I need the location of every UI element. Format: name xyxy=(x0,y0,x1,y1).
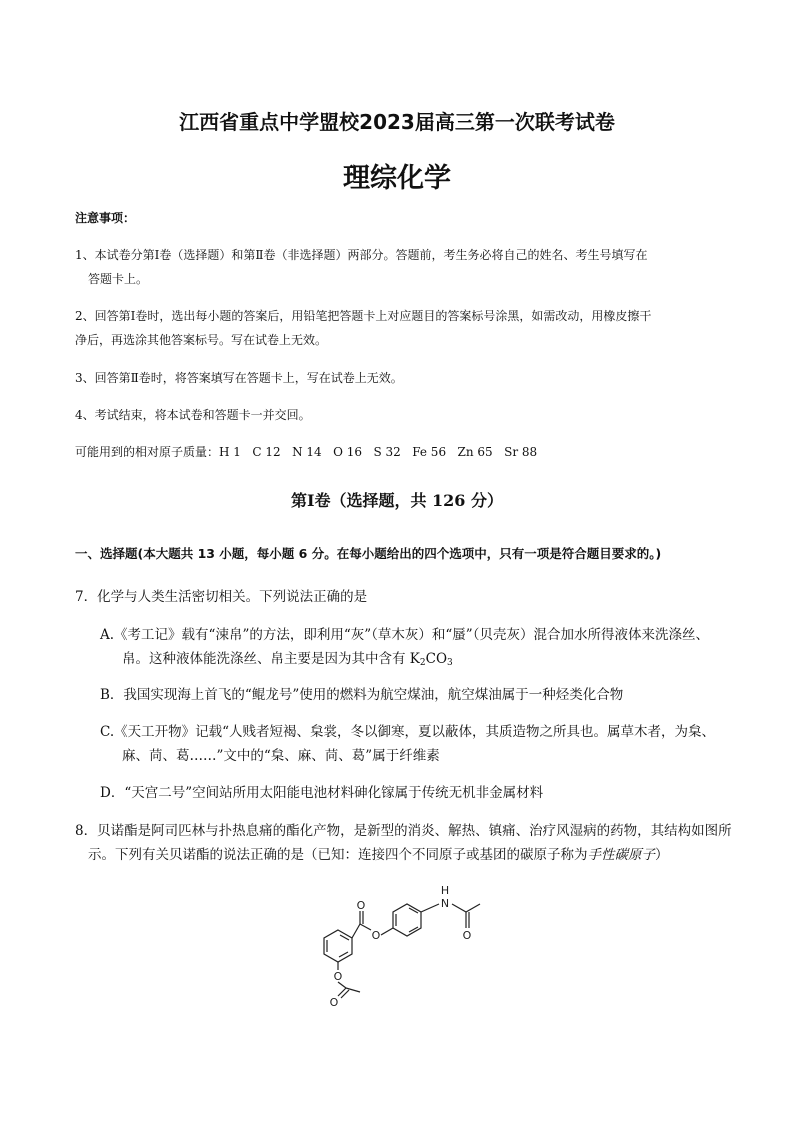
notice-item-1-cont: 答题卡上。 xyxy=(88,272,149,286)
notice-item-1: 1、本试卷分第Ⅰ卷（选择题）和第Ⅱ卷（非选择题）两部分。答题前，考生务必将自己的姓名、考生号填写在 xyxy=(75,248,648,262)
notice-item-3: 3、回答第Ⅱ卷时，将答案填写在答题卡上，写在试卷上无效。 xyxy=(75,371,403,385)
structure-bonds xyxy=(324,904,480,998)
atomic-mass-line xyxy=(75,444,537,460)
question-8-stem-cont xyxy=(88,847,669,863)
section-title: 第Ⅰ卷（选择题，共 126 分） xyxy=(290,491,504,510)
q7-option-a-text: 帛。这种液体能洗涤丝、帛主要是因为其中含有 K xyxy=(122,651,420,667)
notice-item-2: 2、回答第Ⅰ卷时，选出每小题的答案后，用铅笔把答题卡上对应题目的答案标号涂黑，如需改动，用橡皮擦干 xyxy=(75,309,652,323)
atom-o-carbonyl: O xyxy=(356,899,366,912)
atomic-mass-label: 可能用到的相对原子质量： xyxy=(75,445,220,459)
q7-option-c-cont: 麻、苘、葛……”文中的“枲、麻、苘、葛”属于纤维素 xyxy=(122,748,440,764)
q8-stem-close: ） xyxy=(655,847,669,863)
question-7-stem: 7．化学与人类生活密切相关。下列说法正确的是 xyxy=(75,589,368,605)
q7-option-a-cont xyxy=(122,651,453,671)
notice-item-4: 4、考试结束，将本试卷和答题卡一并交回。 xyxy=(75,408,311,422)
q7-option-a-formula: CO xyxy=(425,651,448,667)
atom-o-ester: O xyxy=(371,929,381,942)
atomic-mass-values: H 1 C 12 N 14 O 16 S 32 Fe 56 Zn 65 Sr 88 xyxy=(219,445,538,459)
benorilate-structure xyxy=(290,878,520,1018)
q8-chiral-term: 手性碳原子 xyxy=(587,847,655,863)
question-8-stem: 8．贝诺酯是阿司匹林与扑热息痛的酯化产物，是新型的消炎、解热、镇痛、治疗风湿病的药物，其结构如图所 xyxy=(75,823,732,839)
atom-o-acetyl-carbonyl: O xyxy=(329,996,339,1009)
section-instruction: 一、选择题(本大题共 13 小题，每小题 6 分。在每小题给出的四个选项中，只有一项是符合题目要求的。) xyxy=(75,546,662,561)
q7-option-a: A.《考工记》载有“涑帛”的方法，即利用“灰”（草木灰）和“蜃”（贝壳灰）混合加水所得液体来洗涤丝、 xyxy=(100,627,709,643)
subscript: 2 xyxy=(419,658,426,668)
q7-option-d: D．“天宫二号”空间站所用太阳能电池材料砷化镓属于传统无机非金属材料 xyxy=(100,785,544,801)
q7-option-c: C.《天工开物》记载“人贱者短褐、枲裳，冬以御寒，夏以蔽体，其质造物之所具也。属草木者，为枲、 xyxy=(100,724,716,740)
subject-title: 理综化学 xyxy=(343,163,451,194)
notice-heading: 注意事项： xyxy=(75,211,136,225)
atom-o-amide: O xyxy=(462,929,472,942)
exam-title: 江西省重点中学盟校2023届高三第一次联考试卷 xyxy=(179,110,615,134)
q7-option-b: B．我国实现海上首飞的“鲲龙号”使用的燃料为航空煤油，航空煤油属于一种烃类化合物 xyxy=(100,687,624,703)
atom-n: N xyxy=(440,897,450,910)
notice-item-2-cont: 净后，再选涂其他答案标号。写在试卷上无效。 xyxy=(75,333,328,347)
subscript: 3 xyxy=(447,658,453,668)
q8-stem-text: 示。下列有关贝诺酯的说法正确的是（已知：连接四个不同原子或基团的碳原子称为 xyxy=(88,847,588,863)
atom-h: H xyxy=(440,884,450,897)
atom-o-acetyl-link: O xyxy=(333,970,343,983)
